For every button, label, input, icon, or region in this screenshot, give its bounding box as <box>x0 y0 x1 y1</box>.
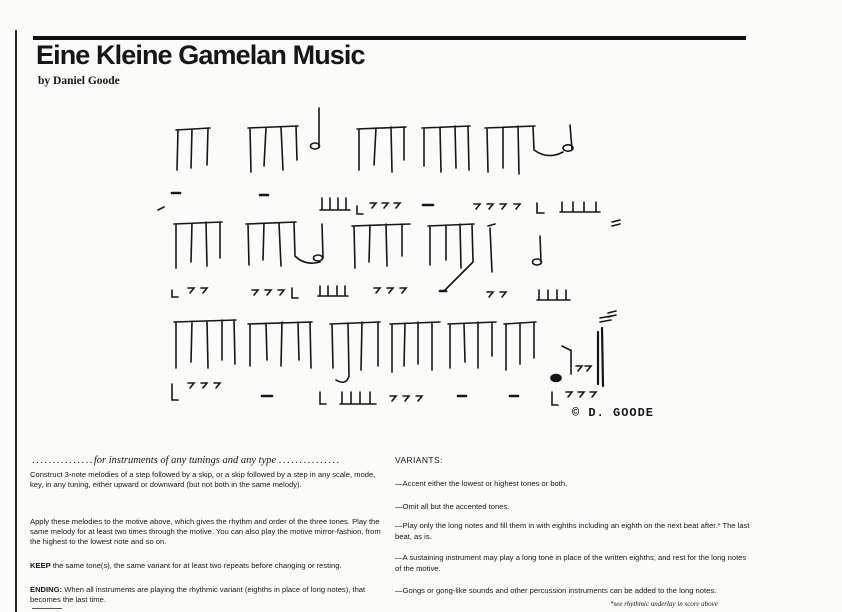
page-title: Eine Kleine Gamelan Music <box>36 40 365 70</box>
page-edge-rule <box>15 30 17 612</box>
music-score <box>140 95 660 425</box>
variant-item: —Accent either the lowest or highest tones or both. <box>395 479 568 488</box>
variant-item: —Gongs or gong-like sounds and other percussion instruments can be added to the long notes. <box>395 586 717 595</box>
footnote: *see rhythmic underlay in score above <box>610 600 718 608</box>
variant-item: —Play only the long notes and fill them in with eighths including an eighth on the next beat after.* The last beat, as is. <box>395 521 750 541</box>
instructions-heading: for instruments of any tunings and any type <box>93 455 277 466</box>
variant-item: —Omit all but the accented tones. <box>395 502 510 511</box>
copyright-notice: © D. GOODE <box>572 406 655 420</box>
variant-item: —A sustaining instrument may play a long tone in place of the written eighths, and rest for the long notes of the motive. <box>395 553 747 573</box>
keep-label: KEEP <box>30 561 51 570</box>
score-row-3 <box>172 316 611 405</box>
variants-heading: VARIANTS: <box>395 455 443 465</box>
ending-paragraph <box>30 585 388 605</box>
column-rule-stub <box>32 608 62 609</box>
instructions-heading-line <box>32 455 382 466</box>
apply-paragraph: Apply these melodies to the motive above, which gives the rhythm and order of the three tones. Play the same melody for at least two times through the motive. You can also play the motive mirror-fashion, from the highest to the lowest note and so on. <box>30 517 381 546</box>
score-row-2 <box>172 222 616 317</box>
keep-paragraph <box>30 561 388 571</box>
ending-text: When all instruments are playing the rhythmic variant (eighths in place of long notes), that becomes the last time. <box>30 585 366 604</box>
construct-paragraph: Construct 3-note melodies of a step followed by a skip, or a skip followed by a step in any scale, mode, key, in any tuning, either upward or downward (but not both in the same melody). <box>30 470 376 489</box>
dot-leader-right: ............... <box>278 455 341 466</box>
score-row-1 <box>158 108 620 226</box>
author-byline: by Daniel Goode <box>38 75 120 87</box>
ending-label: ENDING: <box>30 585 63 594</box>
keep-text: the same tone(s), the same variant for at least two repeats before changing or resting. <box>52 561 342 570</box>
dot-leader-left: ............... <box>32 455 94 466</box>
